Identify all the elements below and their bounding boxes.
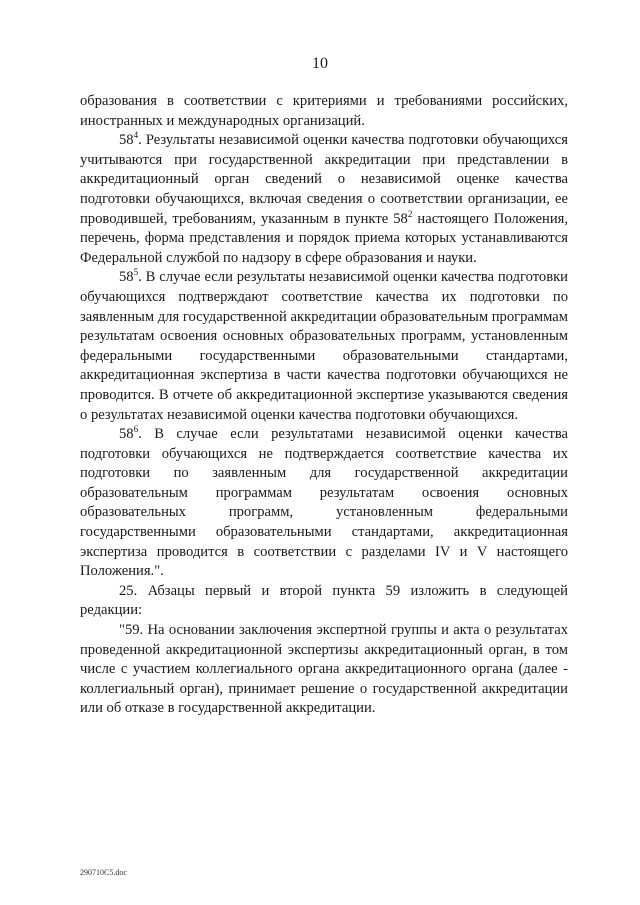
clause-superscript: 5 xyxy=(133,267,139,278)
paragraph-58-6 xyxy=(80,425,568,582)
clause-number: 58 xyxy=(119,132,134,149)
paragraph-58-5 xyxy=(80,268,568,425)
paragraph-text: 25. Абзацы первый и второй пункта 59 изложить в следующей редакции: xyxy=(80,582,568,619)
reference-superscript: 2 xyxy=(407,208,413,219)
page-number: 10 xyxy=(312,55,328,72)
document-body xyxy=(80,92,568,719)
paragraph-59 xyxy=(80,621,568,719)
paragraph-text: . В случае если результатами независимой оценки качества подготовки обучающихся не подтверждается соответствие качества их подготовки по заявленным для государственной аккредитации образовательным программам результатам освоения основных образовательных программ, установленным федеральными государственными образовательными стандартами, аккредитационная экспертиза проводится в соответствии с разделами IV и V настоящего Положения.". xyxy=(80,426,568,580)
paragraph-text-continued: настоящего Положения, перечень, форма представления и порядок приема которых устанавливаются Федеральной службой по надзору в сфере образования и науки. xyxy=(80,210,568,266)
paragraph-text: образования в соответствии с критериями и требованиями российских, иностранных и международных организаций. xyxy=(80,93,568,129)
clause-superscript: 6 xyxy=(133,424,139,435)
clause-number: 58 xyxy=(119,426,134,443)
paragraph-25 xyxy=(80,582,568,621)
paragraph-text: . В случае если результаты независимой оценки качества подготовки обучающихся подтверждают соответствие качества их подготовки по заявленным для государственной аккредитации образовательным программам результатам освоения основных образовательных программ, установленным федеральными государственными образовательными стандартами, аккредитационная экспертиза в части качества подготовки обучающихся не проводится. В отчете об аккредитационной экспертизе указываются сведения о результатах независимой оценки качества подготовки обучающихся. xyxy=(80,269,568,423)
document-footer-filename: 290710С5.doc xyxy=(80,868,127,877)
paragraph xyxy=(80,92,568,131)
paragraph-text: . Результаты независимой оценки качества подготовки обучающихся учитываются при государственной аккредитации при представлении в аккредитационный орган сведений о независимой оценке качества подготовки обучающихся, включая сведения о соответствии организации, ее проводившей, требованиям, указанным в пункте 58 xyxy=(80,132,568,227)
clause-superscript: 4 xyxy=(133,130,139,141)
paragraph-58-4 xyxy=(80,131,568,268)
clause-number: 58 xyxy=(119,269,134,286)
paragraph-text: "59. На основании заключения экспертной группы и акта о результатах проведенной аккредитационной экспертизы аккредитационный орган, в том числе с участием коллегиального органа аккредитационного органа (далее - коллегиальный орган), принимает решение о государственной аккредитации или об отказе в государственной аккредитации. xyxy=(80,622,568,717)
